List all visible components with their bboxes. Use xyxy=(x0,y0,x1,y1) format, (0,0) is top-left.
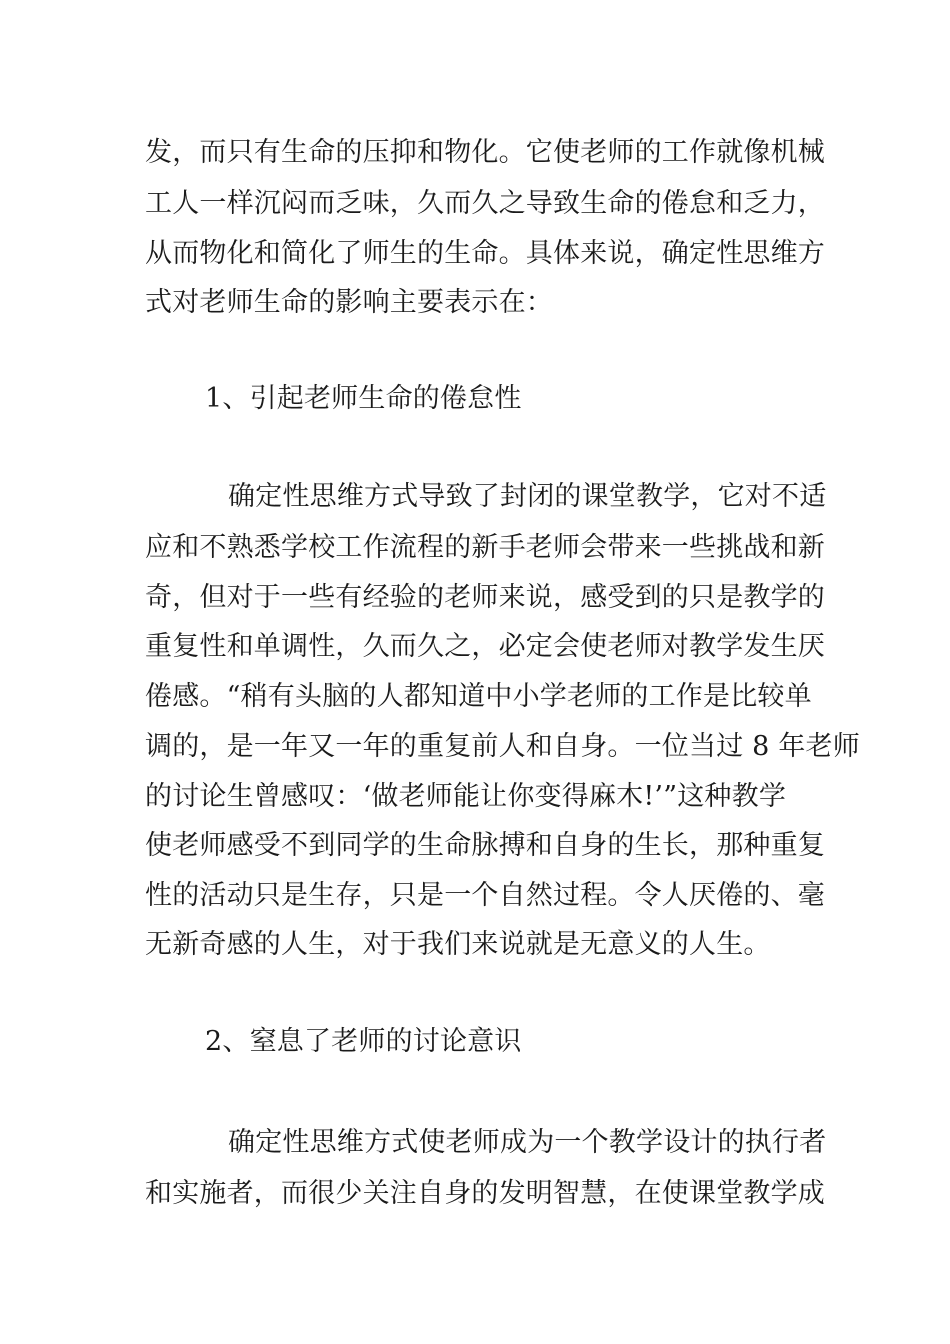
text-line: 工人一样沉闷而乏味，久而久之导致生命的倦怠和乏力， xyxy=(145,188,825,219)
text-line: 应和不熟悉学校工作流程的新手老师会带来一些挑战和新 xyxy=(145,532,825,563)
text-line: 奇，但对于一些有经验的老师来说，感受到的只是教学的 xyxy=(145,582,825,613)
text-line: 从而物化和简化了师生的生命。具体来说，确定性思维方 xyxy=(145,238,825,269)
text-line: 重复性和单调性，久而久之，必定会使老师对教学发生厌 xyxy=(145,631,825,662)
text-line: 性的活动只是生存，只是一个自然过程。令人厌倦的、毫 xyxy=(145,880,825,911)
text-line: 式对老师生命的影响主要表示在： xyxy=(145,287,553,318)
text-line: 倦感。“稍有头脑的人都知道中小学老师的工作是比较单 xyxy=(145,681,812,712)
text-line: 确定性思维方式导致了封闭的课堂教学，它对不适 xyxy=(228,481,827,512)
text-line: 的讨论生曾感叹：‘做老师能让你变得麻木!’”这种教学 xyxy=(145,781,787,812)
section-heading-2: 2、窒息了老师的讨论意识 xyxy=(205,1026,522,1057)
text-line: 无新奇感的人生，对于我们来说就是无意义的人生。 xyxy=(145,929,771,960)
text-line: 使老师感受不到同学的生命脉搏和自身的生长，那种重复 xyxy=(145,830,825,861)
text-line: 确定性思维方式使老师成为一个教学设计的执行者 xyxy=(228,1127,827,1158)
text-line: 调的，是一年又一年的重复前人和自身。一位当过 8 年老师 xyxy=(145,731,860,762)
section-heading-1: 1、引起老师生命的倦怠性 xyxy=(205,383,522,414)
text-line: 发，而只有生命的压抑和物化。它使老师的工作就像机械 xyxy=(145,137,825,168)
text-line: 和实施者，而很少关注自身的发明智慧，在使课堂教学成 xyxy=(145,1178,825,1209)
